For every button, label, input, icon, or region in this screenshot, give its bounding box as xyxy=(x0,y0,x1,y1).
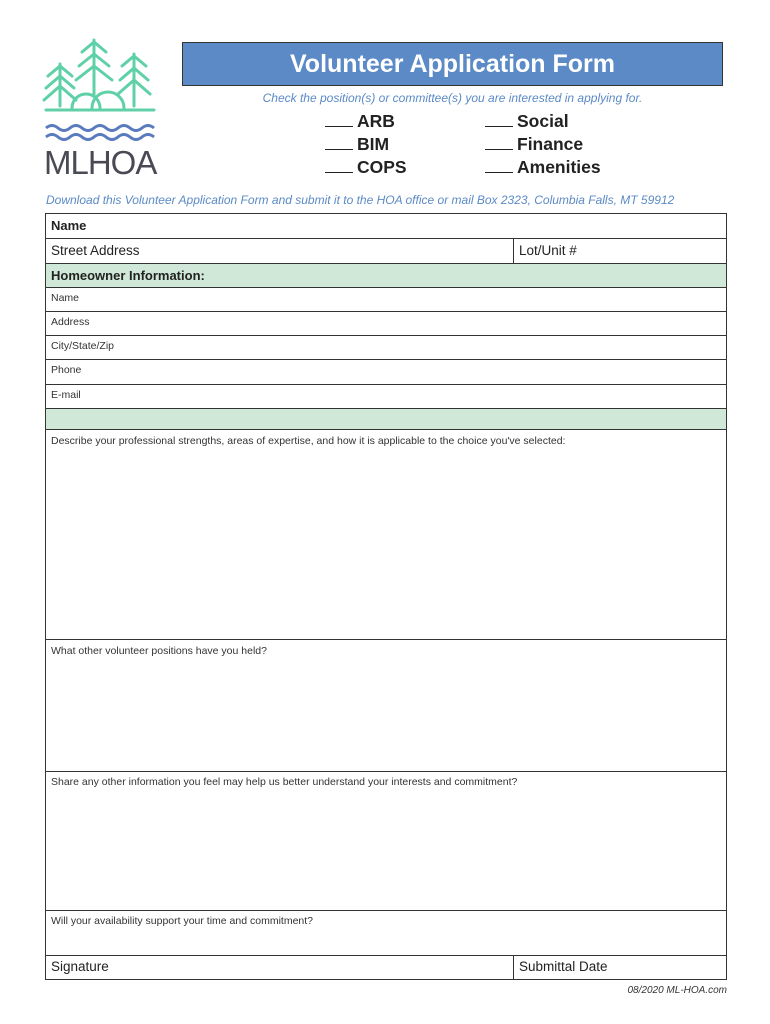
positions-right-column xyxy=(485,110,601,179)
position-option[interactable]: Amenities xyxy=(485,156,601,179)
position-option[interactable]: COPS xyxy=(325,156,407,179)
position-option[interactable]: Finance xyxy=(485,133,601,156)
section-divider xyxy=(46,409,726,430)
position-option[interactable]: Social xyxy=(485,110,601,133)
position-option[interactable]: BIM xyxy=(325,133,407,156)
application-form xyxy=(45,213,727,980)
positions-left-column xyxy=(325,110,407,179)
download-note: Download this Volunteer Application Form and submit it to the HOA office or mail Box 2323, Columbia Falls, MT 59912 xyxy=(46,193,675,207)
checkbox-blank[interactable] xyxy=(485,135,513,150)
checkbox-blank[interactable] xyxy=(325,158,353,173)
name-label: Name xyxy=(51,218,87,233)
homeowner-email-field[interactable]: E-mail xyxy=(46,385,726,409)
street-address-row xyxy=(46,239,726,264)
strengths-textarea[interactable]: Describe your professional strengths, areas of expertise, and how it is applicable to the choice you've selected: xyxy=(46,430,726,640)
share-info-textarea[interactable]: Share any other information you feel may help us better understand your interests and commitment? xyxy=(46,772,726,911)
instructions-subtitle: Check the position(s) or committee(s) you are interested in applying for. xyxy=(262,91,643,105)
signature-field[interactable]: Signature xyxy=(51,959,109,974)
footer-note: 08/2020 ML-HOA.com xyxy=(627,985,727,996)
homeowner-city-state-zip-field[interactable]: City/State/Zip xyxy=(46,336,726,360)
homeowner-name-field[interactable]: Name xyxy=(46,288,726,312)
name-row[interactable] xyxy=(46,214,726,239)
form-title: Volunteer Application Form xyxy=(289,49,615,78)
homeowner-section-header: Homeowner Information: xyxy=(46,264,726,288)
checkbox-blank[interactable] xyxy=(485,158,513,173)
checkbox-blank[interactable] xyxy=(325,135,353,150)
position-option[interactable]: ARB xyxy=(325,110,407,133)
checkbox-blank[interactable] xyxy=(325,112,353,127)
form-title-banner xyxy=(182,42,723,86)
homeowner-address-field[interactable]: Address xyxy=(46,312,726,336)
signature-row xyxy=(46,956,726,979)
lot-unit-field[interactable]: Lot/Unit # xyxy=(513,239,726,263)
street-address-field[interactable]: Street Address xyxy=(51,243,140,258)
homeowner-phone-field[interactable]: Phone xyxy=(46,360,726,385)
submittal-date-field[interactable]: Submittal Date xyxy=(513,956,726,979)
logo-text: MLHOA xyxy=(44,144,157,181)
checkbox-blank[interactable] xyxy=(485,112,513,127)
other-positions-textarea[interactable]: What other volunteer positions have you held? xyxy=(46,640,726,772)
availability-textarea[interactable]: Will your availability support your time and commitment? xyxy=(46,911,726,956)
